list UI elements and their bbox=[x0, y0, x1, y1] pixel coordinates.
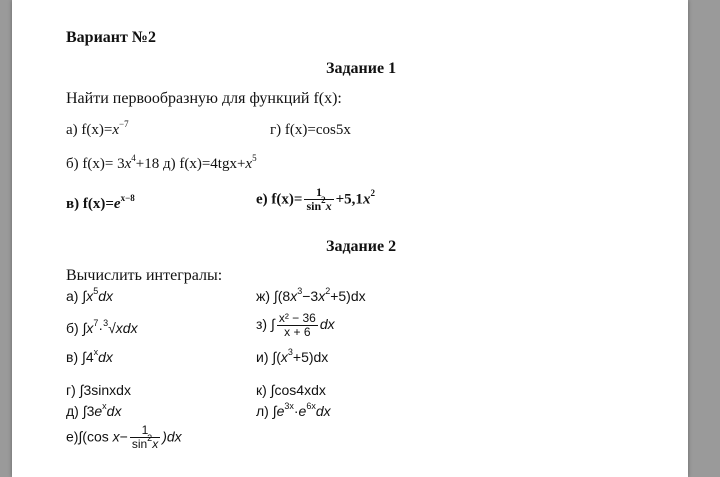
task2-instruction: Вычислить интегралы: bbox=[66, 267, 223, 284]
task1-instruction: Найти первообразную для функций f(x): bbox=[66, 90, 342, 107]
task2-item-l: л) $\int e^{3x}\cdot e^{6x}dx$ bbox=[256, 401, 331, 419]
task1-item-v: в) $f(x)=e^{x-8}$ bbox=[66, 193, 135, 212]
task2-item-v: в) ∫4$^x$dx bbox=[66, 347, 113, 365]
task2-item-d: д) $\int 3e^xdx$ bbox=[66, 401, 122, 419]
task2-title: Задание 2 bbox=[326, 238, 397, 255]
task2-item-a: а) $\int x^5dx$ bbox=[66, 286, 113, 304]
task2-item-zh: ж) $\int(8x^3-3x^2+5)dx$ bbox=[256, 286, 366, 304]
task2-item-b: б) $\int x^7\cdot^3√xdx$ bbox=[66, 318, 138, 336]
task1-item-a: а) $f(x)=x^{-7}$ bbox=[66, 119, 129, 138]
task2-item-g: г) ∫3sinxdx bbox=[66, 382, 131, 398]
variant-heading: Вариант №2 bbox=[66, 29, 156, 46]
task2-item-e: е)∫(cos x− $\frac{1}{\sin^2x}$ )dx bbox=[66, 423, 182, 451]
task2-item-k: к) ∫cos4xdx bbox=[256, 382, 326, 398]
task1-title: Задание 1 bbox=[326, 60, 397, 77]
task2-item-i: и) $\int(x^3+5)dx$ bbox=[256, 347, 329, 365]
task1-item-b-d: б) $f(x)= 3x^4+18$ д) $f(x)=4tgx+x^5$ bbox=[66, 153, 257, 172]
worksheet-page bbox=[12, 0, 688, 477]
task1-item-e: е) f(x)= $\frac{1}{\sin^2x}$ $+5,1x^2$ bbox=[256, 185, 375, 213]
task1-item-g: г) f(x)=cos5x bbox=[270, 122, 351, 138]
task2-item-z: з) ∫ $\frac{\text{x² − 36}}{x + 6}$ dx bbox=[256, 311, 335, 339]
